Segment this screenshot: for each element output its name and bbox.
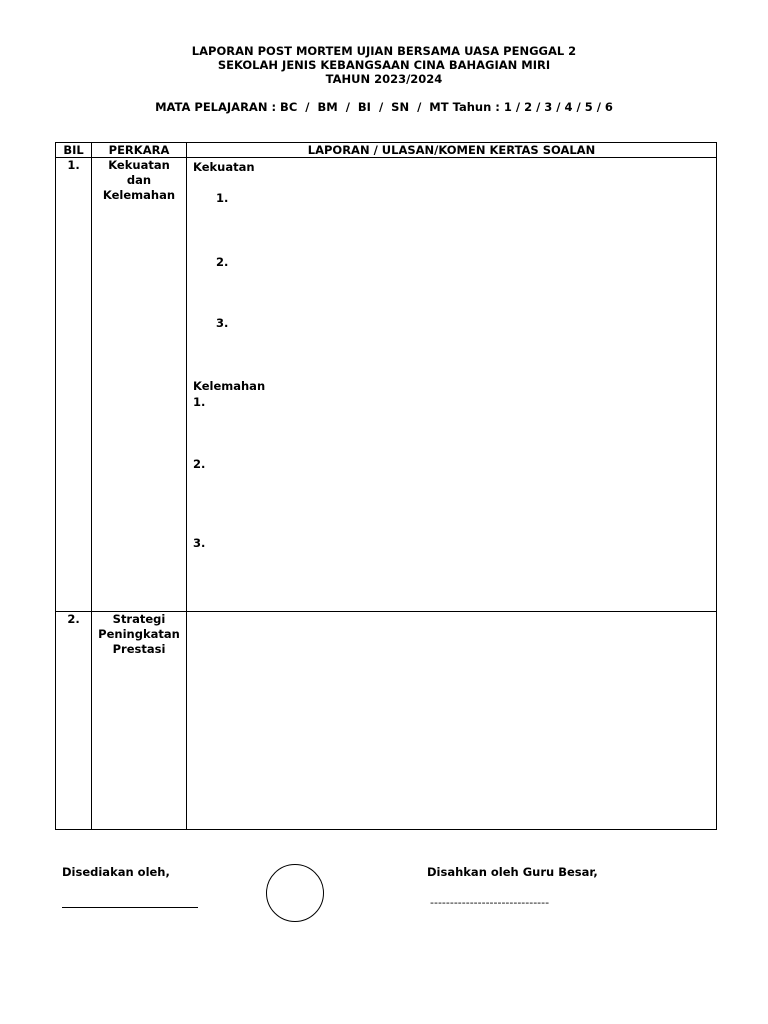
table-row [56,612,717,830]
approved-by-signature-line: ------------------------------ [430,896,550,909]
row1-perkara-line1: Kekuatan [108,158,170,172]
row2-perkara-line2: Peningkatan [98,627,180,641]
table-row [56,158,717,612]
prepared-by-signature-line [62,907,198,908]
prepared-by-label: Disediakan oleh, [62,865,170,879]
row2-perkara-line3: Prestasi [112,642,166,656]
kelemahan-title: Kelemahan [193,379,266,393]
kekuatan-item-1: 1. [216,191,229,205]
approved-by-label: Disahkan oleh Guru Besar, [427,865,598,879]
header-laporan: LAPORAN / ULASAN/KOMEN KERTAS SOALAN [187,143,717,158]
kekuatan-item-2: 2. [216,255,229,269]
subject-line: MATA PELAJARAN : BC / BM / BI / SN / MT Tahun : 1 / 2 / 3 / 4 / 5 / 6 [155,100,613,114]
row1-content-cell[interactable] [187,158,717,612]
row1-bil: 1. [56,158,92,612]
table-header-row [56,143,717,158]
row2-content-cell[interactable] [187,612,717,830]
row2-perkara [92,612,187,830]
row2-bil: 2. [56,612,92,830]
kekuatan-title: Kekuatan [193,160,255,174]
report-table [55,142,717,830]
row1-perkara-line2: dan [126,173,152,187]
stamp-circle [266,864,324,922]
kelemahan-item-1: 1. [193,395,206,409]
kekuatan-item-3: 3. [216,316,229,330]
school-name: SEKOLAH JENIS KEBANGSAAN CINA BAHAGIAN MIRI [217,58,551,72]
kelemahan-item-2: 2. [193,457,206,471]
year-line: TAHUN 2023/2024 [325,72,443,86]
report-title: LAPORAN POST MORTEM UJIAN BERSAMA UASA PENGGAL 2 [191,44,577,58]
row1-perkara [92,158,187,612]
header-perkara: PERKARA [92,143,187,158]
header-bil: BIL [56,143,92,158]
row1-perkara-line3: Kelemahan [102,188,176,202]
row2-perkara-line1: Strategi [112,612,166,626]
kelemahan-item-3: 3. [193,536,206,550]
